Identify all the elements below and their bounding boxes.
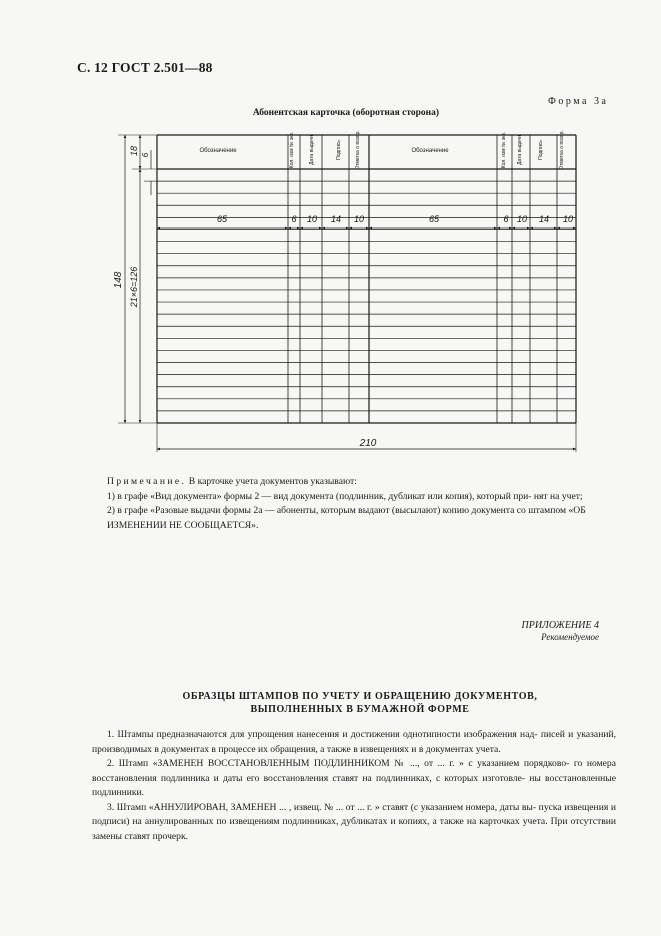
col-header-changes-right: Кол. изм № экз. (501, 131, 507, 169)
dim-width-date-left: 10 (306, 214, 318, 224)
note-item-2: 2) в графе «Разовые выдачи формы 2а — абоненты, которым выдают (высылают) копию документа со штампом «ОБ ИЗМЕНЕНИИ НЕ СООБЩАЕТСЯ». (107, 505, 586, 531)
dim-width-date-right: 10 (516, 214, 528, 224)
col-header-date-left: Дата выдачи (309, 135, 315, 165)
dim-width-return-right: 10 (562, 214, 574, 224)
col-header-designation-left: Обозначение (199, 148, 237, 154)
dim-rows-height: 21×6=126 (129, 266, 139, 308)
note-item-1: 1) в графе «Вид документа» формы 2 — вид документа (подлинник, дубликат или копия), который при- нят на учет; (107, 490, 583, 502)
dim-width-signature-right: 14 (538, 214, 550, 224)
dim-width-designation-right: 65 (428, 214, 440, 224)
appendix-title: ПРИЛОЖЕНИЕ 4 (521, 620, 599, 631)
form-grid (157, 135, 576, 423)
card-title: Абонентская карточка (оборотная сторона) (252, 108, 440, 118)
note-text: В карточке учета документов указывают: (188, 476, 357, 487)
note-block (92, 475, 616, 533)
dimension-lines (118, 135, 576, 452)
dim-header-height: 18 (129, 145, 139, 157)
section-body (92, 728, 616, 844)
section-title-line-2: ВЫПОЛНЕННЫХ В БУМАЖНОЙ ФОРМЕ (250, 704, 470, 715)
form-label: Форма 3а (548, 96, 609, 107)
appendix-subtitle: Рекомендуемое (541, 632, 599, 642)
dim-width-changes-left: 6 (291, 214, 297, 224)
col-header-date-right: Дата выдачи (517, 135, 523, 165)
section-title (120, 690, 600, 716)
dim-width-signature-left: 14 (330, 214, 342, 224)
paragraph-1: 1. Штампы предназначаются для упрощения нанесения и достижения однотипности изображения над- писей и указаний, производимых в документах в процессе их обращения, а также в извещениях и в документах учета. (92, 729, 616, 755)
dim-width-designation-left: 65 (216, 214, 228, 224)
col-header-return-right: Отметка о возвр. (559, 130, 565, 170)
appendix-heading (522, 620, 600, 642)
col-header-signature-left: Подпись (336, 140, 342, 160)
dim-total-height: 148 (113, 271, 124, 289)
paragraph-2: 2. Штамп «ЗАМЕНЕН ВОССТАНОВЛЕННЫМ ПОДЛИННИКОМ № ..., от ... г. » с указанием порядково- го номера восстановления подлинника и даты его восстановления ставят на подлинниках, с которых изготовле- ны восстановленные подлинники. (92, 758, 616, 798)
col-header-changes-left: Кол. изм № экз. (289, 131, 295, 169)
dim-width-changes-right: 6 (503, 214, 509, 224)
col-header-designation-right: Обозначение (411, 148, 449, 154)
note-lead: Примечание. (107, 476, 187, 487)
dim-row-height: 6 (141, 152, 150, 158)
dim-total-width: 210 (359, 438, 377, 449)
dim-width-return-left: 10 (353, 214, 365, 224)
paragraph-3: 3. Штамп «АННУЛИРОВАН, ЗАМЕНЕН ... , извещ. № ... от ... г. » ставят (с указанием номера, даты вы- пуска извещения и подписи) на аннулированных по извещениям подлинниках, дубликатах и копиях, а также на карточках учета. При отсутствии замены ставят прочерк. (92, 801, 616, 842)
col-header-signature-right: Подпись (538, 140, 544, 160)
page-header: С. 12 ГОСТ 2.501—88 (77, 60, 213, 75)
col-header-return-left: Отметка о возвр. (355, 130, 361, 170)
section-title-line-1: ОБРАЗЦЫ ШТАМПОВ ПО УЧЕТУ И ОБРАЩЕНИЮ ДОКУМЕНТОВ, (182, 691, 538, 702)
